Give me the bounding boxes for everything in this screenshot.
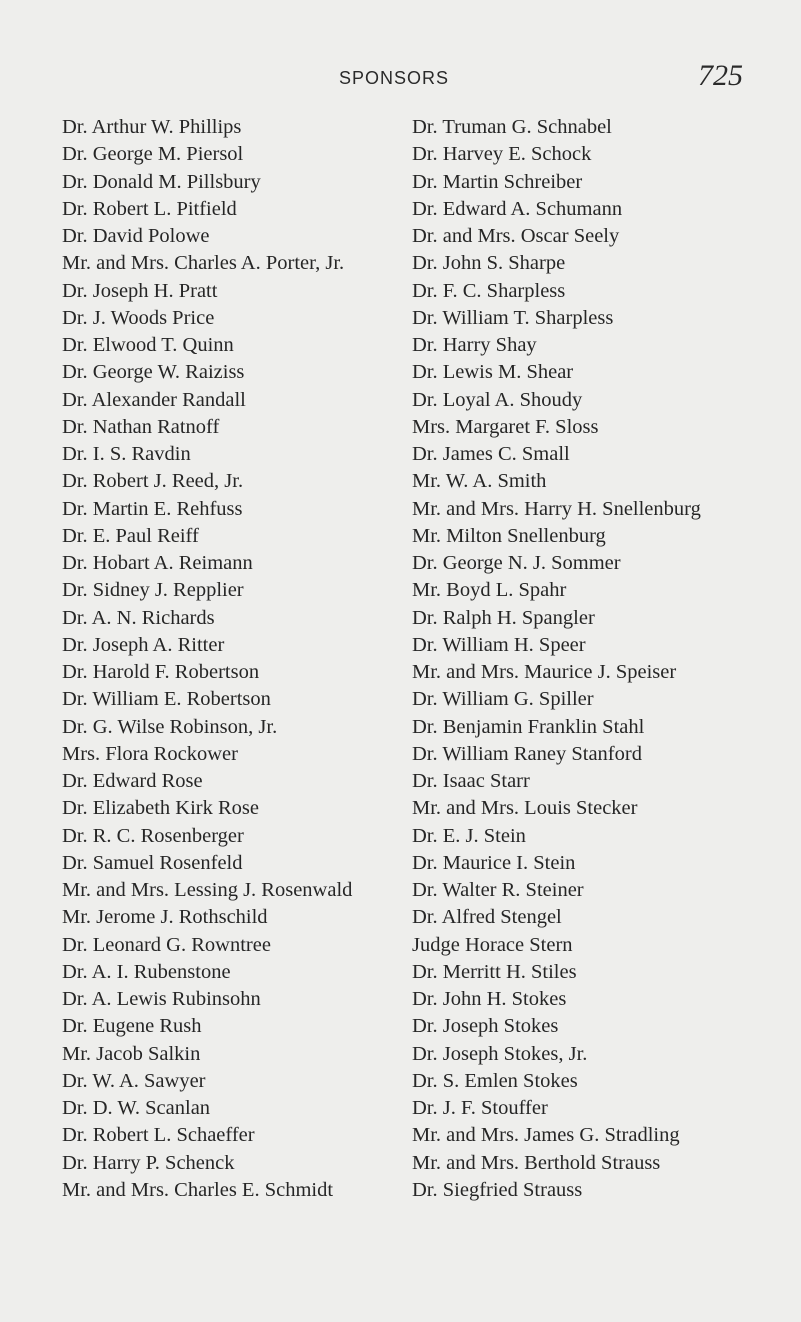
- sponsor-name: Dr. J. F. Stouffer: [412, 1097, 548, 1119]
- sponsor-name: Mr. Jerome J. Rothschild: [62, 906, 268, 929]
- sponsor-name: Mrs. Flora Rockower: [62, 742, 238, 765]
- sponsor-name: Mr. and Mrs. Charles A. Porter, Jr.: [62, 252, 345, 275]
- sponsor-name: Mr. and Mrs. Maurice J. Speiser: [412, 661, 677, 683]
- sponsor-name: Dr. Joseph H. Pratt: [62, 279, 218, 302]
- sponsor-name: Mr. and Mrs. Lessing J. Rosenwald: [62, 879, 353, 901]
- sponsor-name: Dr. George M. Piersol: [62, 143, 244, 166]
- running-head: SPONSORS: [339, 68, 450, 88]
- sponsor-name: Dr. David Polowe: [62, 225, 210, 247]
- sponsor-name: Mrs. Margaret F. Sloss: [412, 415, 599, 438]
- sponsor-name: Dr. I. S. Ravdin: [62, 443, 191, 465]
- sponsor-name: Dr. Martin E. Rehfuss: [62, 497, 243, 520]
- sponsor-list-right: [412, 114, 701, 1204]
- sponsor-name: Dr. William Raney Stanford: [412, 742, 642, 765]
- sponsor-name: Mr. and Mrs. Berthold Strauss: [412, 1151, 661, 1174]
- sponsor-name: Dr. John S. Sharpe: [412, 252, 566, 275]
- sponsor-name: Mr. Milton Snellenburg: [412, 524, 606, 547]
- sponsor-name: Mr. and Mrs. Harry H. Snellenburg: [412, 497, 701, 520]
- sponsor-name: Mr. Jacob Salkin: [62, 1042, 201, 1065]
- sponsor-name: Dr. James C. Small: [412, 443, 570, 465]
- sponsor-name: Dr. George N. J. Sommer: [412, 552, 621, 574]
- sponsor-name: Dr. W. A. Sawyer: [62, 1069, 206, 1092]
- sponsor-name: Dr. George W. Raiziss: [62, 361, 245, 384]
- sponsor-name: Dr. Harold F. Robertson: [62, 661, 260, 683]
- sponsor-name: Dr. E. Paul Reiff: [62, 524, 199, 547]
- sponsor-list-left: [62, 114, 352, 1204]
- sponsor-name: Dr. Edward Rose: [62, 770, 203, 792]
- sponsor-name: Dr. Truman G. Schnabel: [412, 116, 612, 138]
- sponsor-name: Dr. Merritt H. Stiles: [412, 960, 577, 983]
- sponsor-name: Dr. Martin Schreiber: [412, 170, 583, 193]
- sponsor-name: Dr. Donald M. Pillsbury: [62, 170, 261, 193]
- sponsor-name: Dr. Joseph A. Ritter: [62, 633, 225, 656]
- sponsor-name: Dr. Walter R. Steiner: [412, 879, 584, 901]
- sponsor-name: Dr. S. Emlen Stokes: [412, 1069, 578, 1092]
- sponsor-name: Dr. D. W. Scanlan: [62, 1097, 211, 1119]
- sponsor-name: Dr. Loyal A. Shoudy: [412, 388, 583, 411]
- sponsor-name: Dr. Harvey E. Schock: [412, 143, 592, 166]
- sponsor-name: Dr. William T. Sharpless: [412, 306, 614, 329]
- sponsor-name: Dr. Edward A. Schumann: [412, 197, 623, 220]
- sponsor-name: Dr. John H. Stokes: [412, 988, 567, 1010]
- sponsor-name: Dr. A. I. Rubenstone: [62, 960, 231, 983]
- sponsor-name: Dr. William G. Spiller: [412, 688, 594, 711]
- sponsor-name: Mr. Boyd L. Spahr: [412, 579, 567, 602]
- sponsor-name: Dr. E. J. Stein: [412, 824, 526, 847]
- sponsor-name: Dr. Lewis M. Shear: [412, 361, 574, 384]
- sponsor-name: Dr. Robert L. Pitfield: [62, 197, 237, 220]
- sponsor-name: Dr. Eugene Rush: [62, 1015, 202, 1038]
- sponsor-name: Dr. Joseph Stokes: [412, 1015, 559, 1038]
- sponsor-name: Mr. and Mrs. James G. Stradling: [412, 1124, 680, 1147]
- sponsor-name: Dr. Elizabeth Kirk Rose: [62, 797, 259, 820]
- sponsor-name: Dr. Harry Shay: [412, 334, 537, 356]
- page-number: 725: [698, 59, 743, 92]
- sponsor-name: Dr. Samuel Rosenfeld: [62, 851, 243, 874]
- sponsor-name: Dr. Robert J. Reed, Jr.: [62, 470, 244, 493]
- sponsor-name: Dr. Alfred Stengel: [412, 906, 562, 929]
- sponsor-name: Dr. Benjamin Franklin Stahl: [412, 715, 645, 738]
- sponsor-name: Dr. Sidney J. Repplier: [62, 579, 244, 602]
- sponsor-name: Dr. William H. Speer: [412, 633, 586, 656]
- sponsor-name: Dr. A. N. Richards: [62, 606, 215, 629]
- sponsor-name: Dr. G. Wilse Robinson, Jr.: [62, 715, 278, 738]
- sponsor-name: Dr. Hobart A. Reimann: [62, 552, 253, 574]
- sponsor-name: Dr. Nathan Ratnoff: [62, 415, 220, 438]
- sponsor-name: Dr. William E. Robertson: [62, 688, 271, 711]
- page-header: [0, 60, 801, 100]
- sponsor-name: Mr. W. A. Smith: [412, 470, 547, 493]
- sponsor-name: Dr. Ralph H. Spangler: [412, 606, 595, 629]
- sponsor-name: Dr. J. Woods Price: [62, 306, 215, 329]
- sponsor-name: Dr. R. C. Rosenberger: [62, 824, 244, 847]
- sponsor-name: Dr. Siegfried Strauss: [412, 1178, 583, 1201]
- sponsor-name: Dr. Harry P. Schenck: [62, 1151, 235, 1174]
- sponsor-name: Dr. Elwood T. Quinn: [62, 334, 234, 356]
- sponsor-name: Dr. Isaac Starr: [412, 770, 530, 792]
- sponsor-name: Dr. Maurice I. Stein: [412, 851, 576, 874]
- sponsor-name: Dr. Leonard G. Rowntree: [62, 933, 271, 956]
- sponsor-name: Mr. and Mrs. Charles E. Schmidt: [62, 1178, 334, 1201]
- sponsor-name: Dr. Alexander Randall: [62, 388, 246, 411]
- sponsor-name: Dr. Arthur W. Phillips: [62, 116, 242, 138]
- sponsor-name: Dr. F. C. Sharpless: [412, 279, 566, 302]
- sponsor-name: Mr. and Mrs. Louis Stecker: [412, 797, 638, 820]
- sponsor-name: Dr. A. Lewis Rubinsohn: [62, 988, 261, 1010]
- sponsor-name: Dr. Joseph Stokes, Jr.: [412, 1042, 588, 1065]
- sponsor-name: Dr. Robert L. Schaeffer: [62, 1124, 255, 1147]
- sponsor-name: Judge Horace Stern: [412, 933, 573, 956]
- sponsor-name: Dr. and Mrs. Oscar Seely: [412, 225, 620, 247]
